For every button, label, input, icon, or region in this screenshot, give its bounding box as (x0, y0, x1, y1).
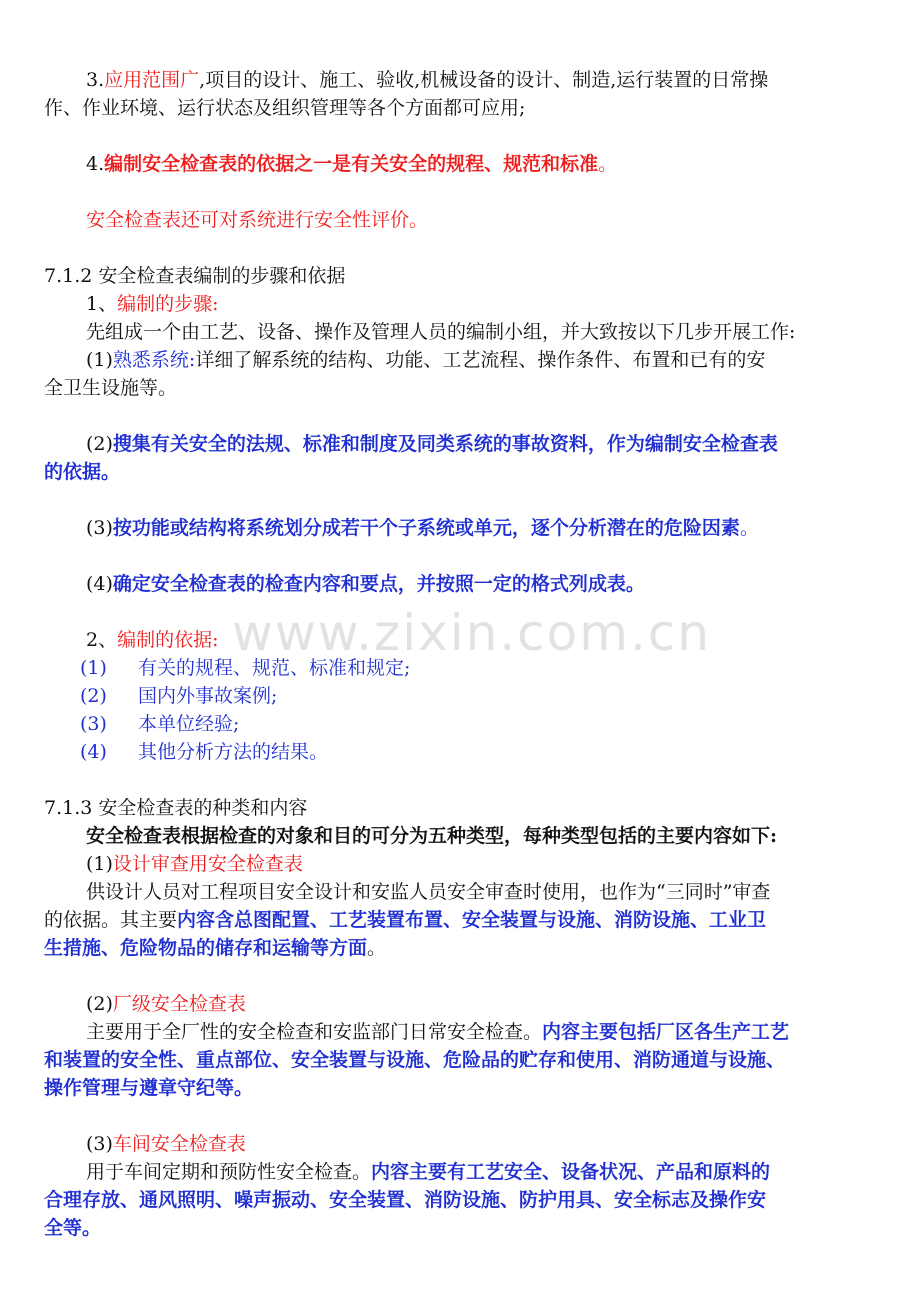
type-1-plain: 的依据。其主要 (44, 909, 178, 931)
sub-heading-steps-label: 编制的步骤: (117, 293, 219, 315)
basis-item (80, 710, 239, 738)
type-2-content: 内容主要包括厂区各生产工艺 (542, 1021, 790, 1043)
type-1-title (86, 850, 303, 878)
basis-item-text: 本单位经验; (138, 713, 240, 735)
step-3-text: 按功能或结构将系统划分成若干个子系统或单元，逐个分析潜在的危险因素 (112, 517, 740, 539)
step-3 (86, 514, 759, 542)
basis-item-text: 其他分析方法的结果。 (138, 741, 329, 763)
basis-item-number: (3) (80, 713, 107, 735)
step-2-line-1 (86, 430, 778, 458)
type-3-title-text: 车间安全检查表 (112, 1133, 246, 1155)
step-1-text: 详细了解系统的结构、功能、工艺流程、操作条件、布置和已有的安 (195, 349, 766, 371)
basis-item-number: (1) (80, 657, 107, 679)
item-3-line-1 (86, 66, 768, 94)
step-4 (86, 570, 645, 598)
types-intro: 安全检查表根据检查的对象和目的可分为五种类型，每种类型包括的主要内容如下: (86, 825, 778, 847)
item-3-line-2: 作、作业环境、运行状态及组织管理等各个方面都可应用; (44, 97, 526, 119)
type-3-line-2: 合理存放、通风照明、噪声振动、安全装置、消防设施、防护用具、安全标志及操作安 (44, 1189, 767, 1211)
step-4-text: 确定安全检查表的检查内容和要点，并按照一定的格式列成表。 (112, 573, 645, 595)
item-4-text: 编制安全检查表的依据之一是有关安全的规程、规范和标准 (104, 153, 599, 175)
item-4-number: 4. (86, 153, 105, 175)
sub-heading-basis (86, 626, 219, 654)
type-3-title (86, 1130, 246, 1158)
type-2-number: (2) (86, 993, 113, 1015)
basis-item-number: (2) (80, 685, 107, 707)
type-3-line-3: 全等。 (44, 1217, 102, 1239)
item-4-end: 。 (598, 153, 618, 175)
type-3-line-1 (86, 1158, 770, 1186)
step-1-line-2: 全卫生设施等。 (44, 377, 178, 399)
step-3-number: (3) (86, 517, 113, 539)
step-3-end: 。 (739, 517, 759, 539)
evaluation-note: 安全检查表还可对系统进行安全性评价。 (86, 209, 429, 231)
section-7-1-3-heading: 7.1.3 安全检查表的种类和内容 (44, 797, 308, 819)
type-2-title-text: 厂级安全检查表 (112, 993, 246, 1015)
steps-intro: 先组成一个由工艺、设备、操作及管理人员的编制小组，并大致按以下几步开展工作: (86, 321, 796, 343)
type-1-line-2 (44, 906, 766, 934)
sub-heading-steps (86, 290, 219, 318)
type-1-period: 。 (367, 937, 387, 959)
item-3-number: 3. (86, 69, 105, 91)
watermark: www.zixin.com.cn (232, 604, 712, 662)
type-1-line-1: 供设计人员对工程项目安全设计和安监人员安全审查时使用，也作为“三同时”审查 (86, 881, 771, 903)
type-1-content: 内容含总图配置、工艺装置布置、安全装置与设施、消防设施、工业卫 (177, 909, 767, 931)
type-2-line-3: 操作管理与遵章守纪等。 (44, 1077, 254, 1099)
item-4 (86, 150, 617, 178)
sub-heading-basis-number: 2、 (86, 629, 118, 651)
type-1-content-end: 生措施、危险物品的储存和运输等方面 (44, 937, 368, 959)
step-2-text: 搜集有关安全的法规、标准和制度及同类系统的事故资料，作为编制安全检查表 (112, 433, 778, 455)
type-1-number: (1) (86, 853, 113, 875)
type-1-line-3 (44, 934, 386, 962)
type-2-line-1 (86, 1018, 789, 1046)
step-1-number: (1) (86, 349, 113, 371)
sub-heading-steps-number: 1、 (86, 293, 118, 315)
type-1-title-text: 设计审查用安全检查表 (112, 853, 303, 875)
item-3-text: ,项目的设计、施工、验收,机械设备的设计、制造,运行装置的日常操 (199, 69, 769, 91)
sub-heading-basis-label: 编制的依据: (117, 629, 219, 651)
section-7-1-2-heading: 7.1.2 安全检查表编制的步骤和依据 (44, 265, 346, 287)
type-2-plain: 主要用于全厂性的安全检查和安监部门日常安全检查。 (86, 1021, 543, 1043)
item-3-highlight: 应用范围广 (104, 69, 200, 91)
basis-item-text: 国内外事故案例; (138, 685, 278, 707)
step-2-number: (2) (86, 433, 113, 455)
step-1-highlight: 熟悉系统: (112, 349, 196, 371)
basis-item (80, 738, 328, 766)
basis-item-number: (4) (80, 741, 107, 763)
step-1-line-1 (86, 346, 765, 374)
type-3-content: 内容主要有工艺安全、设备状况、产品和原料的 (371, 1161, 771, 1183)
basis-item-text: 有关的规程、规范、标准和规定; (138, 657, 411, 679)
type-3-plain: 用于车间定期和预防性安全检查。 (86, 1161, 372, 1183)
step-4-number: (4) (86, 573, 113, 595)
type-3-number: (3) (86, 1133, 113, 1155)
basis-item (80, 682, 277, 710)
step-2-line-2: 的依据。 (44, 461, 121, 483)
type-2-line-2: 和装置的安全性、重点部位、安全装置与设施、危险品的贮存和使用、消防通道与设施、 (44, 1049, 786, 1071)
type-2-title (86, 990, 246, 1018)
